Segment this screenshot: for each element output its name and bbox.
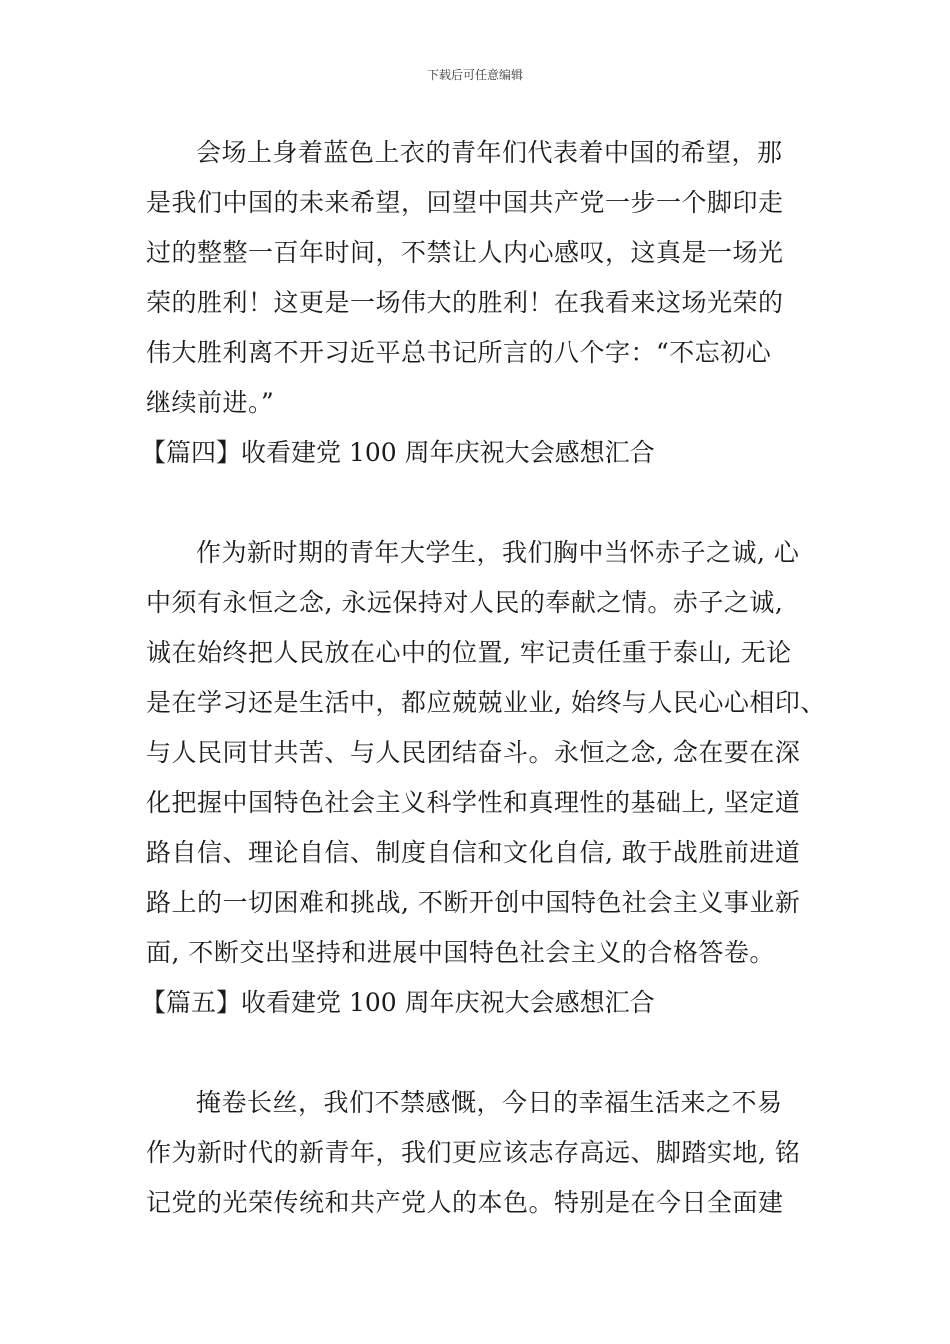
text-line: 记党的光荣传统和共产党人的本色。特别是在今日全面建	[146, 1188, 784, 1217]
text-line: 掩卷长丝，我们不禁感慨，今日的幸福生活来之不易	[196, 1088, 783, 1117]
text-line: 路上的一切困难和挑战, 不断开创中国特色社会主义事业新	[146, 888, 801, 917]
text-line: 中须有永恒之念, 永远保持对人民的奉献之情。赤子之诚,	[146, 588, 784, 617]
text-line: 作为新时期的青年大学生，我们胸中当怀赤子之诚, 心	[196, 538, 800, 567]
text-line: 诚在始终把人民放在心中的位置, 牢记责任重于泰山, 无论	[146, 638, 792, 667]
text-line: 荣的胜利！这更是一场伟大的胜利！在我看来这场光荣的	[146, 288, 784, 317]
paragraph-continuation	[146, 128, 826, 428]
text-line: 与人民同甘共苦、与人民团结奋斗。永恒之念, 念在要在深	[146, 738, 801, 767]
text-line: 过的整整一百年时间，不禁让人内心感叹，这真是一场光	[146, 238, 784, 267]
spacer	[146, 1028, 826, 1078]
section-heading-4: 【篇四】收看建党 100 周年庆祝大会感想汇合	[141, 438, 655, 467]
paragraph-section-5	[146, 1078, 826, 1228]
text-line: 面, 不断交出坚持和进展中国特色社会主义的合格答卷。	[146, 938, 775, 967]
text-line: 伟大胜利离不开习近平总书记所言的八个字：“不忘初心	[146, 338, 772, 367]
text-line: 会场上身着蓝色上衣的青年们代表着中国的希望，那	[196, 138, 783, 167]
text-line: 继续前进。”	[146, 388, 275, 417]
page-header: 下载后可任意编辑	[426, 68, 523, 82]
text-line: 作为新时代的新青年，我们更应该志存高远、脚踏实地, 铭	[146, 1138, 801, 1167]
text-line: 路自信、理论自信、制度自信和文化自信, 敢于战胜前进道	[146, 838, 801, 867]
text-line: 是我们中国的未来希望，回望中国共产党一步一个脚印走	[146, 188, 784, 217]
text-line: 化把握中国特色社会主义科学性和真理性的基础上, 坚定道	[146, 788, 801, 817]
section-heading-5: 【篇五】收看建党 100 周年庆祝大会感想汇合	[141, 988, 655, 1017]
document-body	[141, 128, 826, 1228]
spacer	[146, 478, 826, 528]
paragraph-section-4	[146, 528, 826, 978]
text-line: 是在学习还是生活中，都应兢兢业业, 始终与人民心心相印、	[146, 688, 826, 717]
